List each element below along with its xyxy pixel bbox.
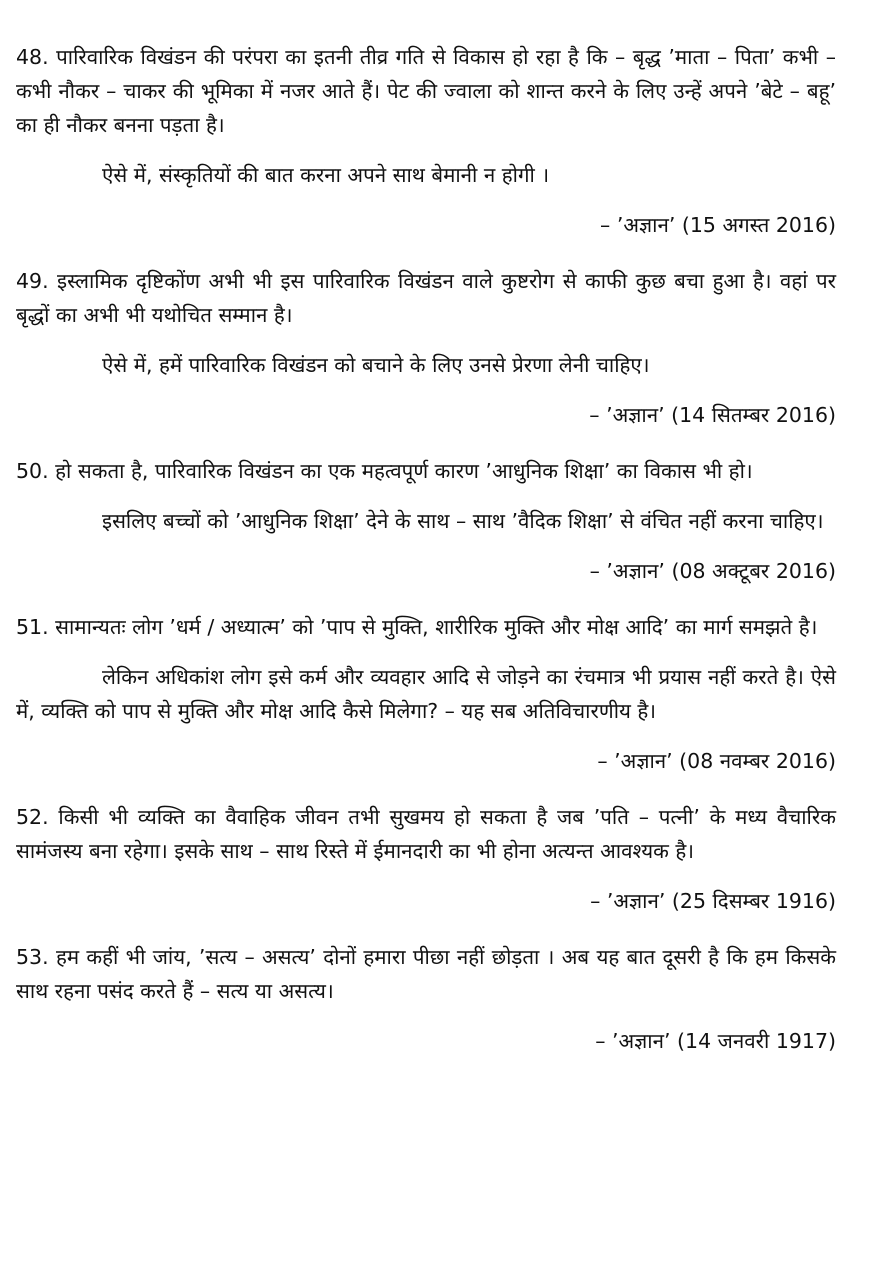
entry-49-signature: – ’अज्ञान’ (14 सितम्बर 2016) bbox=[589, 403, 836, 427]
entry-number: 52. bbox=[16, 805, 49, 829]
entry-number: 50. bbox=[16, 459, 49, 483]
entry-51-signature: – ’अज्ञान’ (08 नवम्बर 2016) bbox=[597, 749, 836, 773]
entry-52-signature: – ’अज्ञान’ (25 दिसम्बर 1916) bbox=[590, 889, 836, 913]
entry-48-text bbox=[16, 40, 836, 142]
entry-51-conclusion: लेकिन अधिकांश लोग इसे कर्म और व्यवहार आदि से जोड़ने का रंचमात्र भी प्रयास नहीं करते है। ऐसे में, व्यक्ति को पाप से मुक्ति और मोक्ष आदि कैसे मिलेगा? – यह सब अतिविचारणीय है। bbox=[16, 665, 836, 723]
entry-body: हम कहीं भी जांय, ’सत्य – असत्य’ दोनों हमारा पीछा नहीं छोड़ता । अब यह बात दूसरी है कि हम किसके साथ रहना पसंद करते हैं – सत्य या असत्य। bbox=[16, 945, 836, 1003]
entry-number: 48. bbox=[16, 45, 49, 69]
entry-50-signature: – ’अज्ञान’ (08 अक्टूबर 2016) bbox=[589, 559, 836, 583]
entry-48-conclusion: ऐसे में, संस्कृतियों की बात करना अपने साथ बेमानी न होगी । bbox=[102, 163, 550, 187]
entry-48-signature: – ’अज्ञान’ (15 अगस्त 2016) bbox=[600, 213, 836, 237]
entry-body: सामान्यतः लोग ’धर्म / अध्यात्म’ को ’पाप से मुक्ति, शारीरिक मुक्ति और मोक्ष आदि’ का मार्ग समझते है। bbox=[55, 615, 818, 639]
entry-53-text bbox=[16, 940, 836, 1008]
entry-body: इस्लामिक दृष्टिकोंण अभी भी इस पारिवारिक विखंडन वाले कुष्टरोग से काफी कुछ बचा हुआ है। वहां पर बृद्धों का अभी भी यथोचित सम्मान है। bbox=[16, 269, 836, 327]
entry-49-conclusion: ऐसे में, हमें पारिवारिक विखंडन को बचाने के लिए उनसे प्रेरणा लेनी चाहिए। bbox=[102, 353, 650, 377]
entry-50-text bbox=[16, 454, 836, 488]
entry-body: हो सकता है, पारिवारिक विखंडन का एक महत्वपूर्ण कारण ’आधुनिक शिक्षा’ का विकास भी हो। bbox=[55, 459, 753, 483]
entry-body: पारिवारिक विखंडन की परंपरा का इतनी तीव्र गति से विकास हो रहा है कि – बृद्ध ’माता – पिता’ कभी – कभी नौकर – चाकर की भूमिका में नजर आते हैं। पेट की ज्वाला को शान्त करने के लिए उन्हें अपने ’बेटे – बहू’ का ही नौकर बनना पड़ता है। bbox=[16, 45, 836, 137]
entry-50-conclusion: इसलिए बच्चों को ’आधुनिक शिक्षा’ देने के साथ – साथ ’वैदिक शिक्षा’ से वंचित नहीं करना चाहिए। bbox=[102, 509, 824, 533]
document-page bbox=[16, 40, 836, 1058]
entry-52-text bbox=[16, 800, 836, 868]
entry-49-text bbox=[16, 264, 836, 332]
entry-number: 51. bbox=[16, 615, 49, 639]
entry-body: किसी भी व्यक्ति का वैवाहिक जीवन तभी सुखमय हो सकता है जब ’पति – पत्नी’ के मध्य वैचारिक सामंजस्य बना रहेगा। इसके साथ – साथ रिस्ते में ईमानदारी का भी होना अत्यन्त आवश्यक है। bbox=[16, 805, 836, 863]
entry-number: 53. bbox=[16, 945, 49, 969]
entry-53-signature: – ’अज्ञान’ (14 जनवरी 1917) bbox=[595, 1029, 836, 1053]
entry-51-text bbox=[16, 610, 836, 644]
entry-number: 49. bbox=[16, 269, 49, 293]
